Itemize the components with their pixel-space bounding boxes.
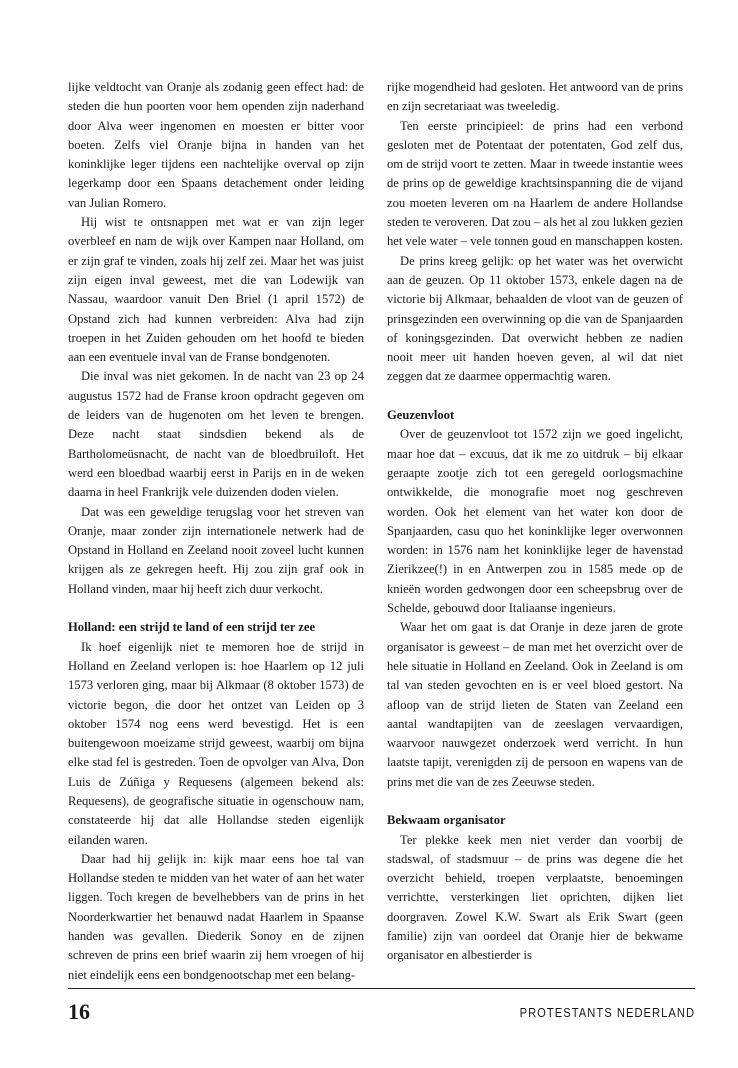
footer-rule [68, 988, 695, 989]
section-spacer [387, 387, 683, 406]
section-spacer [387, 792, 683, 811]
section-heading: Bekwaam organisator [387, 813, 506, 828]
paragraph: Ten eerste principieel: de prins had een verbond gesloten met de Potentaat der potentaten, God zelf dus, om de strijd voort te zetten. Maar in tweede instantie wees de prins op de geweldige krachtsinspanning die de vijand zou moeten leveren om na Haarlem de andere Hollandse steden te veroveren. Dat zou – als het al zou lukken gezien het vele water – vele tonnen goud en manschappen kosten. [387, 118, 683, 249]
section-heading: Holland: een strijd te land of een strijd ter zee [68, 620, 316, 635]
paragraph: De prins kreeg gelijk: op het water was het overwicht aan de geuzen. Op 11 oktober 1573, enkele dagen na de victorie bij Alkmaar, behaalden de vloot van de geuzen of prinsgezinden een overwinning op die van de Spanjaarden of koningsgezinden. Dat overwicht hebben ze nadien nooit meer uit handen hoeven geven, al wil dat niet zeggen dat ze daarmee oppermachtig waren. [387, 253, 683, 384]
paragraph: Dat was een geweldige terugslag voor het streven van Oranje, maar zonder zijn internationele netwerk had de Opstand in Holland en Zeeland nooit zoveel lucht kunnen krijgen als ze gekregen heeft. Hij zou zijn graf ook in Holland vinden, maar hij heeft zich duur verkocht. [68, 504, 364, 596]
page-number: 16 [68, 999, 90, 1024]
magazine-name: PROTESTANTS NEDERLAND [519, 1005, 695, 1020]
paragraph: Ik hoef eigenlijk niet te memoren hoe de strijd in Holland en Zeeland verlopen is: hoe Haarlem op 12 juli 1573 verloren ging, maar bij Alkmaar (8 oktober 1573) de victorie begon, die door het ontzet van Leiden op 3 oktober 1574 nog eens werd bevestigd. Het is een buitengewoon moeizame strijd geweest, waarbij om bijna elke stad fel is gestreden. Toen de opvolger van Alva, Don Luis de Zúñiga y Requesens (algemeen bekend als: Requesens), de geografische situatie in ogenschouw nam, constateerde hij dat alle Hollandse steden eigenlijk eilanden waren. [68, 639, 364, 847]
right-column [387, 78, 683, 966]
section-spacer [68, 599, 364, 618]
paragraph: rijke mogendheid had gesloten. Het antwoord van de prins en zijn secretariaat was tweeledig. [387, 80, 683, 114]
paragraph: Over de geuzenvloot tot 1572 zijn we goed ingelicht, maar hoe dat – excuus, dat ik me zo uitdruk – bij elkaar geraapte zootje zich tot een geregeld oorlogsmachine ontwikkelde, die monografie moet nog geschreven worden. Ook het element van het water kon door de Spanjaarden, casu quo het koninklijke leger overwonnen worden: in 1576 nam het koninklijke leger de havenstad Zierikzee(!) in en Antwerpen zou in 1585 mede op de knieën worden gedwongen door een scheepsbrug over de Schelde, gebouwd door Italiaanse ingenieurs. [387, 427, 683, 616]
section-heading: Geuzenvloot [387, 408, 455, 423]
paragraph: Die inval was niet gekomen. In de nacht van 23 op 24 augustus 1572 had de Franse kroon opdracht gegeven om de leiders van de hugenoten om het leven te brengen. Deze nacht staat sindsdien bekend als de Bartholomeüsnacht, de nacht van de bloedbruiloft. Het werd een bloedbad waarbij eerst in Parijs en in de weken daarna in heel Frankrijk vele duizenden doden vielen. [68, 369, 364, 500]
paragraph: Ter plekke keek men niet verder dan voorbij de stadswal, of stadsmuur – de prins was degene die het overzicht behield, troepen verplaatste, benoemingen verrichtte, versterkingen liet oprichten, dijken liet doorgraven. Zowel K.W. Swart als Erik Swart (geen familie) zijn van oordeel dat Oranje hier de bekwame organisator en albestierder is [387, 832, 683, 963]
paragraph: Hij wist te ontsnappen met wat er van zijn leger overbleef en nam de wijk over Kampen naar Holland, om er zijn graf te vinden, zoals hij zelf zei. Maar het was juist zijn eigen inval geweest, met die van Lodewijk van Nassau, waardoor vanuit Den Briel (1 april 1572) de Opstand zich had kunnen verbreiden: Alva had zijn troepen in het Zuiden gehouden om het hoofd te bieden aan een eventuele inval van de Franse bondgenoten. [68, 215, 364, 365]
left-column [68, 78, 364, 985]
paragraph: lijke veldtocht van Oranje als zodanig geen effect had: de steden die hun poorten voor hem openden zijn naderhand door Alva weer ingenomen en moesten er bitter voor boeten. Zelfs viel Oranje bijna in handen van het koninklijke leger tijdens een nachtelijke overval op zijn legerkamp door een Spaans detachement onder leiding van Julian Romero. [68, 80, 364, 210]
paragraph: Waar het om gaat is dat Oranje in deze jaren de grote organisator is geweest – de man met het overzicht over de hele situatie in Holland en Zeeland. Ook in Zeeland is om tal van steden gevochten en is er veel bloed gestort. Na afloop van de strijd lieten de Staten van Zeeland een aantal wandtapijten van de zeeslagen vervaardigen, waarvoor nauwgezet onderzoek werd verricht. In hun laatste tapijt, verenigden zij de persoon en wapens van de prins met die van de zes Zeeuwse steden. [387, 620, 683, 789]
paragraph: Daar had hij gelijk in: kijk maar eens hoe tal van Hollandse steden te midden van het water of aan het water liggen. Toch kregen de bevelhebbers van de prins in het Noorderkwartier het benauwd nadat Haarlem in Spaanse handen was gevallen. Diederik Sonoy en de zijnen schreven de prins een brief waarin zij hem vroegen of hij niet eindelijk eens een bondgenootschap met een belang- [68, 851, 364, 982]
